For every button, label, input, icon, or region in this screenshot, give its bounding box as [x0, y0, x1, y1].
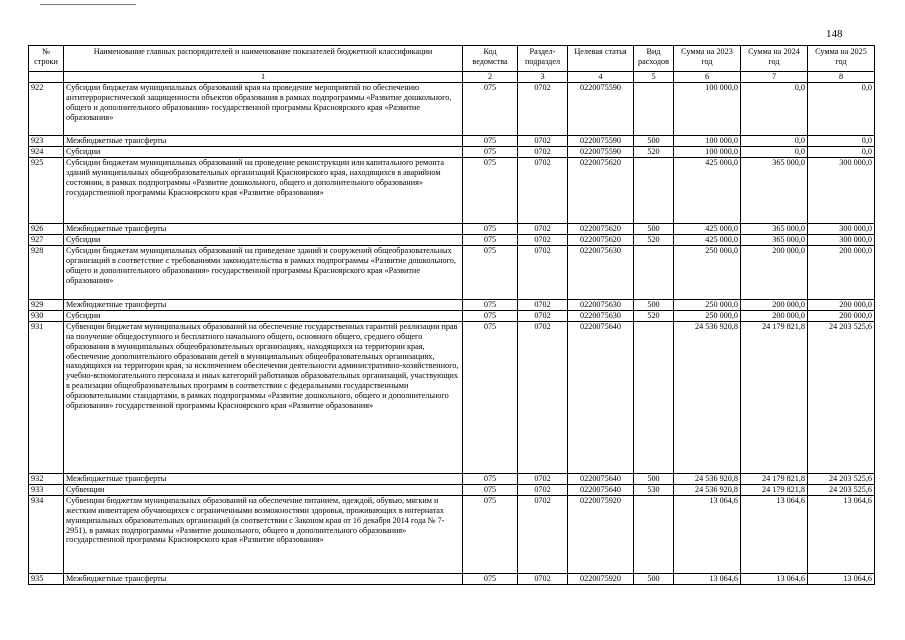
table-row: [29, 574, 875, 585]
budget-table: [28, 45, 875, 585]
row-dept-code: 075: [463, 322, 518, 474]
row-article: 0220075630: [568, 246, 634, 300]
row-sum-2023: 425 000,0: [674, 158, 741, 224]
header-sum-2023: Сумма на 2023 год: [674, 46, 741, 72]
row-sum-2025: 24 203 525,6: [808, 474, 875, 485]
row-sum-2023: 425 000,0: [674, 224, 741, 235]
row-dept-code: 075: [463, 574, 518, 585]
row-name: Межбюджетные трансферты: [64, 574, 463, 585]
row-sum-2023: 100 000,0: [674, 136, 741, 147]
row-dept-code: 075: [463, 300, 518, 311]
page-number: 148: [826, 28, 843, 40]
col-number: 1: [64, 72, 463, 83]
table-body: [29, 83, 875, 585]
row-sum-2025: 24 203 525,6: [808, 322, 875, 474]
row-section: 0702: [518, 158, 568, 224]
row-sum-2025: 200 000,0: [808, 300, 875, 311]
row-dept-code: 075: [463, 235, 518, 246]
row-section: 0702: [518, 311, 568, 322]
row-name: Субсидии: [64, 311, 463, 322]
col-number: 5: [634, 72, 674, 83]
table-row: [29, 147, 875, 158]
row-sum-2025: 13 064,6: [808, 574, 875, 585]
row-article: 0220075640: [568, 322, 634, 474]
row-exp-type: 500: [634, 224, 674, 235]
row-sum-2025: 24 203 525,6: [808, 485, 875, 496]
row-sum-2024: 0,0: [741, 136, 808, 147]
row-article: 0220075620: [568, 224, 634, 235]
row-article: 0220075640: [568, 474, 634, 485]
row-sum-2023: 425 000,0: [674, 235, 741, 246]
row-number: 924: [29, 147, 64, 158]
row-sum-2025: 13 064,6: [808, 496, 875, 574]
row-dept-code: 075: [463, 136, 518, 147]
row-name: Межбюджетные трансферты: [64, 474, 463, 485]
row-sum-2024: 200 000,0: [741, 311, 808, 322]
table-header: [29, 46, 875, 83]
row-number: 922: [29, 83, 64, 136]
row-exp-type: [634, 322, 674, 474]
row-sum-2024: 365 000,0: [741, 235, 808, 246]
row-sum-2025: 200 000,0: [808, 311, 875, 322]
row-sum-2023: 100 000,0: [674, 147, 741, 158]
row-exp-type: [634, 83, 674, 136]
col-number: 4: [568, 72, 634, 83]
row-exp-type: 520: [634, 147, 674, 158]
row-dept-code: 075: [463, 158, 518, 224]
col-number: 6: [674, 72, 741, 83]
table-row: [29, 235, 875, 246]
row-exp-type: 530: [634, 485, 674, 496]
row-sum-2023: 24 536 920,8: [674, 474, 741, 485]
header-section: Раздел-подраздел: [518, 46, 568, 72]
row-sum-2023: 24 536 920,8: [674, 322, 741, 474]
row-sum-2023: 100 000,0: [674, 83, 741, 136]
row-section: 0702: [518, 496, 568, 574]
row-exp-type: 500: [634, 136, 674, 147]
row-number: 930: [29, 311, 64, 322]
row-sum-2023: 250 000,0: [674, 246, 741, 300]
row-dept-code: 075: [463, 224, 518, 235]
row-name: Субсидии бюджетам муниципальных образований края на проведение мероприятий по обеспечению антитеррористической защищенности объектов образования в рамках подпрограммы «Развитие дошкольного, общего и дополнительного образования» государственной программы Красноярского края «Развитие образования»: [64, 83, 463, 136]
row-dept-code: 075: [463, 485, 518, 496]
row-section: 0702: [518, 246, 568, 300]
row-name: Субсидии бюджетам муниципальных образований на проведение реконструкции или капитального ремонта зданий муниципальных общеобразовательных организаций Красноярского края, находящихся в аварийном состоянии, в рамках подпрограммы «Развитие дошкольного, общего и дополнительного образования» государственной программы Красноярского края «Развитие образования»: [64, 158, 463, 224]
row-name: Субвенции: [64, 485, 463, 496]
row-sum-2025: 0,0: [808, 83, 875, 136]
row-exp-type: [634, 496, 674, 574]
row-section: 0702: [518, 322, 568, 474]
row-sum-2023: 13 064,6: [674, 574, 741, 585]
row-sum-2025: 0,0: [808, 147, 875, 158]
row-section: 0702: [518, 235, 568, 246]
row-number: 929: [29, 300, 64, 311]
row-sum-2024: 24 179 821,8: [741, 485, 808, 496]
col-number: 2: [463, 72, 518, 83]
row-exp-type: 500: [634, 574, 674, 585]
row-name: Субсидии: [64, 235, 463, 246]
table-row: [29, 224, 875, 235]
row-exp-type: [634, 158, 674, 224]
row-section: 0702: [518, 83, 568, 136]
row-dept-code: 075: [463, 474, 518, 485]
table-row: [29, 474, 875, 485]
row-exp-type: 520: [634, 311, 674, 322]
row-number: 925: [29, 158, 64, 224]
col-number: 7: [741, 72, 808, 83]
row-sum-2025: 0,0: [808, 136, 875, 147]
row-number: 934: [29, 496, 64, 574]
row-sum-2024: 365 000,0: [741, 224, 808, 235]
row-article: 0220075590: [568, 136, 634, 147]
row-exp-type: 520: [634, 235, 674, 246]
row-sum-2024: 200 000,0: [741, 246, 808, 300]
row-sum-2025: 200 000,0: [808, 246, 875, 300]
row-number: 932: [29, 474, 64, 485]
row-sum-2025: 300 000,0: [808, 158, 875, 224]
row-section: 0702: [518, 136, 568, 147]
row-sum-2023: 250 000,0: [674, 311, 741, 322]
row-sum-2025: 300 000,0: [808, 235, 875, 246]
table-row: [29, 246, 875, 300]
row-section: 0702: [518, 300, 568, 311]
row-number: 931: [29, 322, 64, 474]
table-row: [29, 83, 875, 136]
row-dept-code: 075: [463, 311, 518, 322]
row-sum-2024: 0,0: [741, 83, 808, 136]
row-sum-2025: 300 000,0: [808, 224, 875, 235]
header-row-no: № строки: [29, 46, 64, 72]
header-article: Целевая статья: [568, 46, 634, 72]
row-number: 927: [29, 235, 64, 246]
table-row: [29, 136, 875, 147]
row-sum-2023: 24 536 920,8: [674, 485, 741, 496]
col-number: [29, 72, 64, 83]
row-section: 0702: [518, 224, 568, 235]
row-exp-type: 500: [634, 474, 674, 485]
row-name: Субсидии бюджетам муниципальных образований на приведение зданий и сооружений общеобразовательных организаций в соответствие с требованиями законодательства в рамках подпрограммы «Развитие дошкольного, общего и дополнительного образования» государственной программы Красноярского края «Развитие образования»: [64, 246, 463, 300]
header-sum-2025: Сумма на 2025 год: [808, 46, 875, 72]
row-sum-2024: 200 000,0: [741, 300, 808, 311]
row-sum-2024: 0,0: [741, 147, 808, 158]
row-number: 928: [29, 246, 64, 300]
header-sum-2024: Сумма на 2024 год: [741, 46, 808, 72]
col-number: 3: [518, 72, 568, 83]
header-exp-type: Вид расходов: [634, 46, 674, 72]
header-name: Наименование главных распорядителей и наименование показателей бюджетной классификации: [64, 46, 463, 72]
table-row: [29, 496, 875, 574]
row-article: 0220075620: [568, 158, 634, 224]
header-row: [29, 46, 875, 72]
row-sum-2024: 365 000,0: [741, 158, 808, 224]
row-article: 0220075920: [568, 496, 634, 574]
row-article: 0220075630: [568, 300, 634, 311]
row-name: Субвенции бюджетам муниципальных образований на обеспечение государственных гарантий реализации прав на получение общедоступного и бесплатного начального общего, основного общего, среднего общего образования в муниципальных общеобразовательных организациях, находящихся на территории края, обеспечение дополнительного образования детей в муниципальных общеобразовательных организациях, находящихся на территории края, за исключением обеспечения деятельности административно-хозяйственного, учебно-вспомогательного персонала и иных категорий работников образовательных организаций, участвующих в реализации общеобразовательных программ в соответствии с федеральными государственными образовательными стандартами, в рамках подпрограммы «Развитие дошкольного, общего и дополнительного образования» государственной программы Красноярского края «Развитие образования»: [64, 322, 463, 474]
col-number: 8: [808, 72, 875, 83]
row-name: Субсидии: [64, 147, 463, 158]
table-row: [29, 322, 875, 474]
table-row: [29, 485, 875, 496]
row-number: 935: [29, 574, 64, 585]
row-number: 933: [29, 485, 64, 496]
row-sum-2024: 13 064,6: [741, 496, 808, 574]
row-dept-code: 075: [463, 147, 518, 158]
row-name: Межбюджетные трансферты: [64, 136, 463, 147]
row-article: 0220075920: [568, 574, 634, 585]
row-dept-code: 075: [463, 496, 518, 574]
row-name: Межбюджетные трансферты: [64, 300, 463, 311]
row-article: 0220075640: [568, 485, 634, 496]
row-sum-2024: 24 179 821,8: [741, 322, 808, 474]
row-sum-2024: 24 179 821,8: [741, 474, 808, 485]
row-name: Субвенции бюджетам муниципальных образований на обеспечение питанием, одеждой, обувью, мягким и жестким инвентарем обучающихся с ограниченными возможностями здоровья, проживающих в интернатах муниципальных образовательных организаций (в соответствии с Законом края от 16 декабря 2014 года № 7-2951), в рамках подпрограммы «Развитие дошкольного, общего и дополнительного образования» государственной программы Красноярского края «Развитие образования»: [64, 496, 463, 574]
table-row: [29, 311, 875, 322]
row-article: 0220075590: [568, 147, 634, 158]
row-section: 0702: [518, 485, 568, 496]
header-dept: Код ведомства: [463, 46, 518, 72]
row-dept-code: 075: [463, 83, 518, 136]
row-sum-2024: 13 064,6: [741, 574, 808, 585]
table-row: [29, 158, 875, 224]
row-number: 926: [29, 224, 64, 235]
row-section: 0702: [518, 474, 568, 485]
top-rule: [40, 4, 136, 5]
row-section: 0702: [518, 574, 568, 585]
row-number: 923: [29, 136, 64, 147]
row-sum-2023: 13 064,6: [674, 496, 741, 574]
row-article: 0220075630: [568, 311, 634, 322]
table-row: [29, 300, 875, 311]
row-dept-code: 075: [463, 246, 518, 300]
row-exp-type: 500: [634, 300, 674, 311]
row-exp-type: [634, 246, 674, 300]
column-number-row: [29, 72, 875, 83]
row-sum-2023: 250 000,0: [674, 300, 741, 311]
row-article: 0220075620: [568, 235, 634, 246]
row-section: 0702: [518, 147, 568, 158]
row-article: 0220075590: [568, 83, 634, 136]
row-name: Межбюджетные трансферты: [64, 224, 463, 235]
